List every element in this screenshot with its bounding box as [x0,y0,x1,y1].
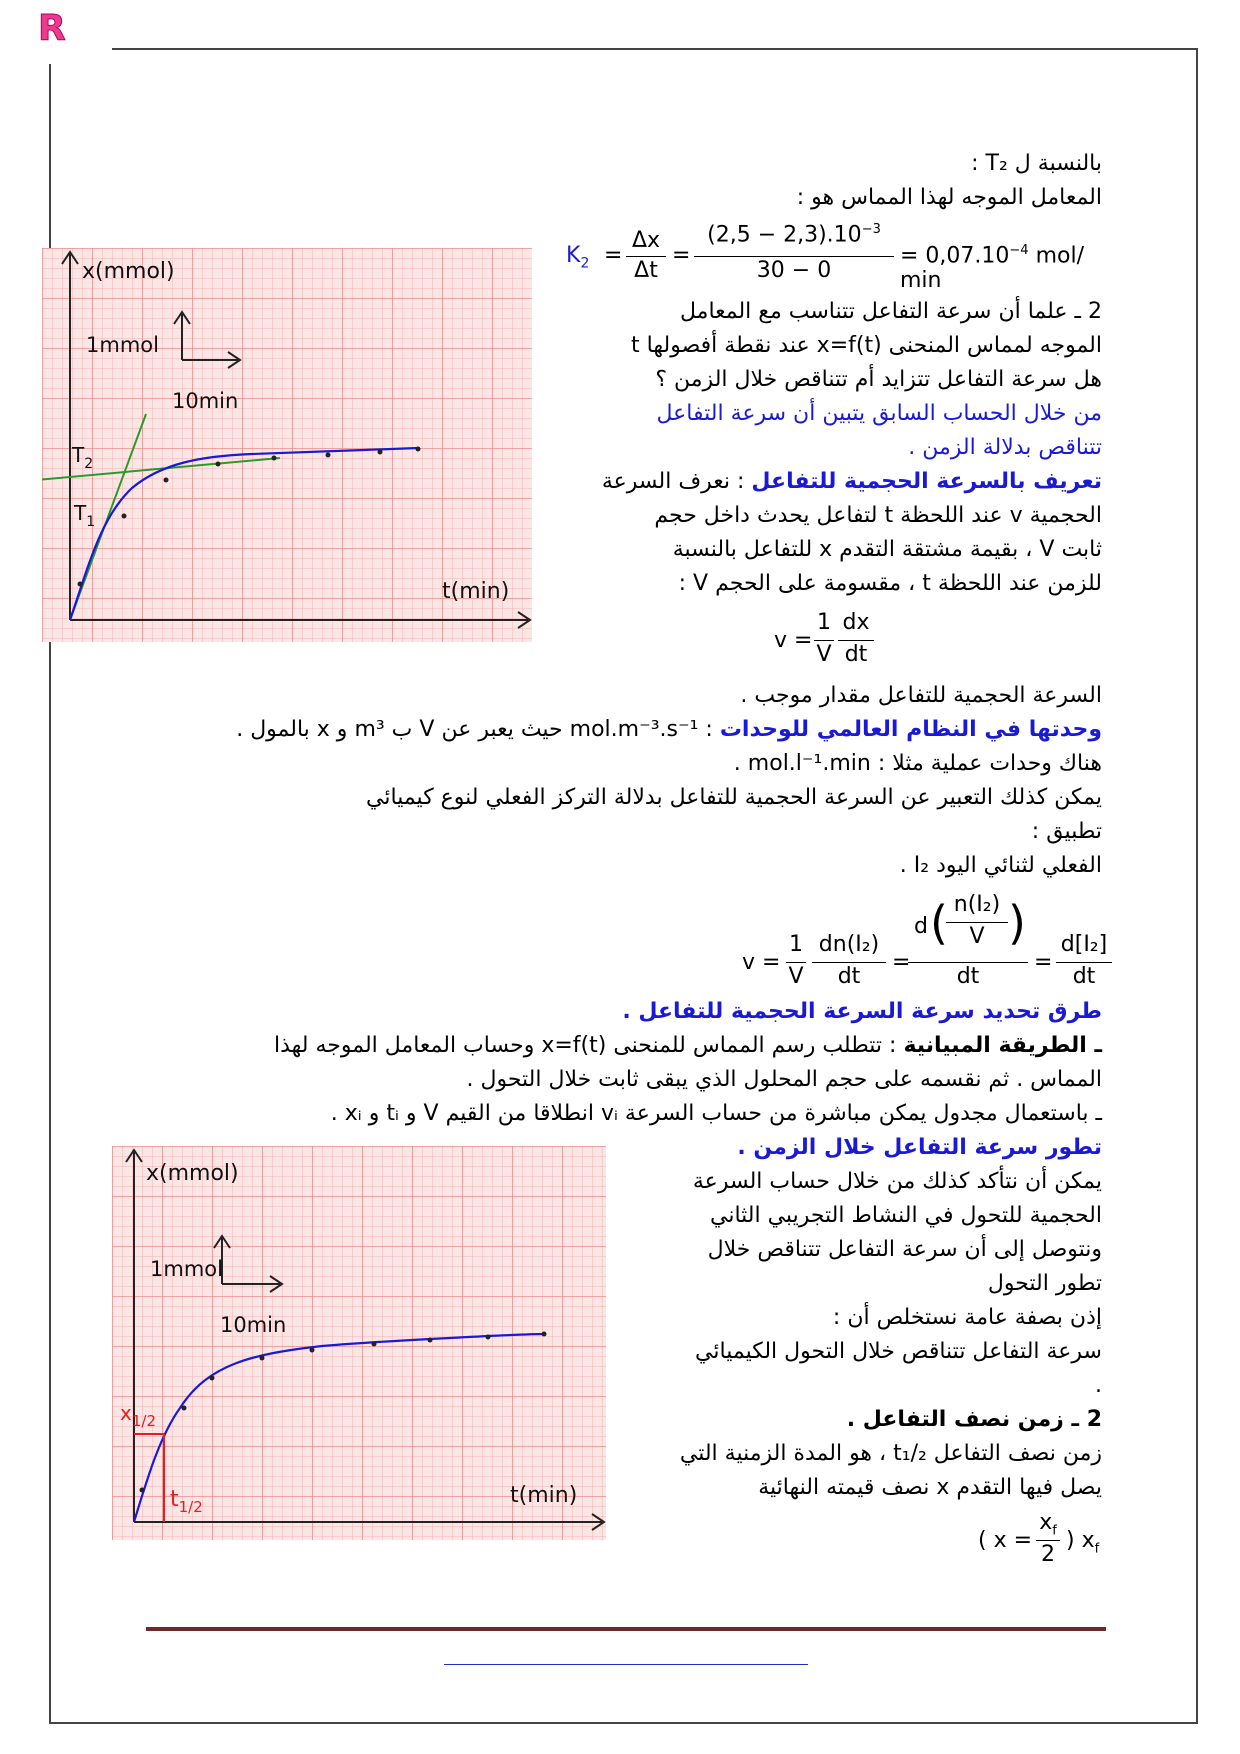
data-point [78,582,83,587]
text-line: من خلال الحساب السابق يتبين أن سرعة التفاعل [656,401,1102,426]
data-point [122,514,127,519]
text-line: هل سرعة التفاعل تتزايد أم تتناقص خلال الزمن ؟ [655,367,1102,392]
text-line: الحجمية v عند اللحظة t لتفاعل يحدث داخل حجم [654,503,1102,528]
graphic-method-label: ـ الطريقة المبيانية [903,1033,1102,1058]
text-line: المعامل الموجه لهذا المماس هو : [796,185,1102,210]
text-line: المماس . ثم نقسمه على حجم المحلول الذي يبقى ثابت خلال التحول . [466,1067,1102,1092]
y-axis-label: x(mmol) [146,1161,239,1186]
data-point [164,478,169,483]
text-line: هناك وحدات عملية مثلا : mol.l⁻¹.min . [733,751,1102,776]
definition-line: تعريف بالسرعة الحجمية للتفاعل : نعرف السرعة [601,469,1102,494]
data-point [542,1332,547,1337]
data-point [428,1338,433,1343]
definition-heading: تعريف بالسرعة الحجمية للتفاعل [751,469,1102,494]
text-line: يصل فيها التقدم x نصف قيمته النهائية [758,1475,1102,1500]
text-line: ـ باستعمال مجدول يمكن مباشرة من حساب السرعة vᵢ انطلاقا من القيم V و tᵢ و xᵢ . [330,1101,1102,1126]
k2-formula: $K_2$ = Δx Δt = $(2,5 - 2,3).10^{-3}$ 30 − 0 = $0,07.10^{-4}$ mol/ min [566,222,1084,294]
text-line: زمن نصف التفاعل t₁/₂ ، هو المدة الزمنية التي [679,1441,1102,1466]
x-axis-label: t(min) [510,1483,578,1508]
data-point [140,1488,145,1493]
text-line: إذن بصفة عامة نستخلص أن : [832,1305,1102,1330]
data-point [272,456,277,461]
units-heading: وحدتها في النظام العالمي للوحدات [719,717,1102,742]
t-half-label: $t_{1/2}$ [170,1487,203,1516]
data-point [416,447,421,452]
text-line: ونتوصل إلى أن سرعة التفاعل تتناقص خلال [707,1237,1102,1262]
evolution-heading: تطور سرعة التفاعل خلال الزمن . [737,1135,1102,1160]
data-point [216,462,221,467]
y-scale-label: 1mmol [150,1257,223,1281]
y-scale-label: 1mmol [86,333,159,357]
logo: R [38,8,66,49]
data-point [326,453,331,458]
x-scale-label: 10min [220,1313,287,1337]
text-line: يمكن كذلك التعبير عن السرعة الحجمية للتفاعل بدلالة التركز الفعلي لنوع كيميائي [366,785,1102,810]
text-line: ـ الطريقة المبيانية : تتطلب رسم المماس للمنحنى x=f(t) وحساب المعامل الموجه لهذا [273,1033,1102,1058]
data-point [310,1348,315,1353]
t1-label: $T_1$ [74,501,96,530]
footer-rule [146,1627,1106,1631]
right-border [1196,48,1198,1724]
half-life-graph [112,1146,606,1540]
data-point [182,1406,187,1411]
text-line: تطور التحول [987,1271,1102,1296]
text-line: 2 ـ علما أن سرعة التفاعل تتناسب مع المعامل [680,299,1102,324]
bottom-border [49,1722,1198,1724]
text-line: تتناقص بدلالة الزمن . [908,435,1102,460]
units-line: وحدتها في النظام العالمي للوحدات : mol.m⁻³.s⁻¹ حيث يعبر عن V ب m³ و x بالمول . [236,717,1102,742]
data-point [486,1335,491,1340]
text-line: الموجه لمماس المنحنى x=f(t) عند نقطة أفصولها t [631,333,1102,358]
footer-link-line [444,1664,808,1665]
data-point [260,1356,265,1361]
velocity-definition-formula: v = 1 V dx dt [774,606,894,674]
velocity-iodine-formula: v = 1 V dn(I₂) dt = d ( n(I₂) V ) dt = d[I₂] dt [742,888,1104,992]
text-line: للزمن عند اللحظة t ، مقسومة على الحجم V : [678,571,1102,596]
y-axis-label: x(mmol) [82,259,175,284]
text-line: سرعة التفاعل تتناقص خلال التحول الكيميائي [695,1339,1102,1364]
text-line: الحجمية للتحول في النشاط التجريبي الثاني [709,1203,1102,1228]
data-point [378,450,383,455]
text-line: ثابت V ، بقيمة مشتقة التقدم x للتفاعل بالنسبة [672,537,1102,562]
t2-label: $T_2$ [72,443,94,472]
methods-heading: طرق تحديد سرعة السرعة الحجمية للتفاعل . [622,999,1102,1024]
x-axis-label: t(min) [442,579,510,604]
tangent-graph [42,248,532,642]
x-scale-label: 10min [172,389,239,413]
text-line: يمكن أن نتأكد كذلك من خلال حساب السرعة [692,1169,1102,1194]
text-line: السرعة الحجمية للتفاعل مقدار موجب . [740,683,1102,708]
top-border [112,48,1197,50]
x-half-label: $x_{1/2}$ [120,1401,156,1430]
half-life-heading: 2 ـ زمن نصف التفاعل . [846,1407,1102,1432]
data-point [210,1376,215,1381]
text-line: تطبيق : [1031,819,1102,844]
text-line: الفعلي لثنائي اليود I₂ . [899,853,1102,878]
data-point [372,1342,377,1347]
text-line: . [1095,1373,1102,1398]
half-life-formula: ( x = $x_f$ 2 ) $x_f$ [978,1510,1100,1567]
text-line: بالنسبة ل T₂ : [971,151,1102,176]
